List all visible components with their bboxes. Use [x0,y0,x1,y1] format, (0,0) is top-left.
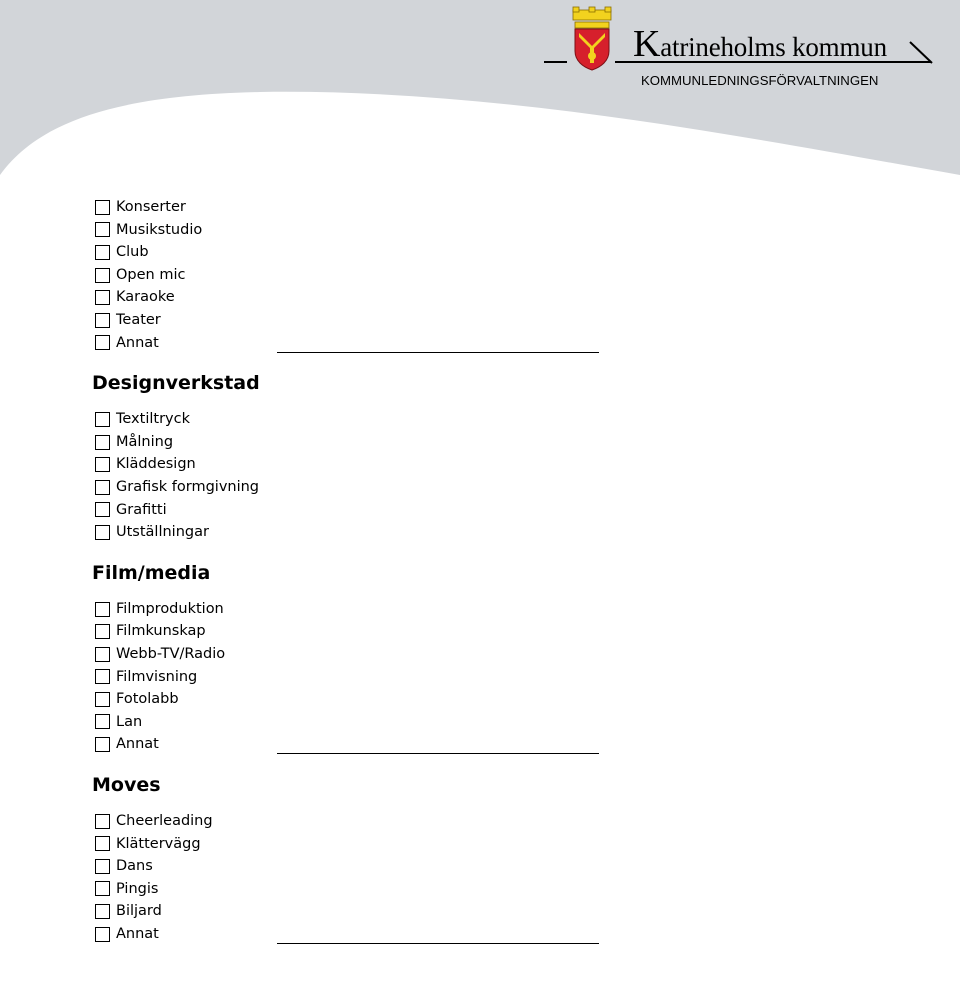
checkbox[interactable] [95,525,110,540]
checkbox-item[interactable] [92,810,652,833]
checkbox[interactable] [95,814,110,829]
checkbox-label: Karaoke [116,289,175,306]
checkbox-label: Open mic [116,266,186,283]
checkbox-label: Filmproduktion [116,600,224,617]
checkbox-item[interactable] [92,923,652,946]
checkbox[interactable] [95,836,110,851]
checkbox[interactable] [95,313,110,328]
checkbox-item[interactable] [92,453,652,476]
checkbox[interactable] [95,335,110,350]
section-spacer [92,756,652,770]
form-section [92,196,652,354]
checkbox-item[interactable] [92,309,652,332]
checkbox-label: Cheerleading [116,812,213,829]
checkbox[interactable] [95,245,110,260]
section-title: Moves [92,773,161,796]
checkbox-item[interactable] [92,286,652,309]
section-spacer [92,588,652,598]
checkbox-label: Pingis [116,880,159,897]
organization-name [633,22,887,66]
checkbox-label: Klättervägg [116,835,201,852]
activity-form [92,196,652,945]
checkbox-label: Konserter [116,199,186,216]
checkbox-label: Annat [116,736,159,753]
checkbox-item[interactable] [92,196,652,219]
checkbox-label: Fotolabb [116,691,179,708]
checkbox[interactable] [95,669,110,684]
checkbox-item[interactable] [92,688,652,711]
checkbox-item[interactable] [92,476,652,499]
checkbox[interactable] [95,222,110,237]
checkbox-label: Biljard [116,903,162,920]
checkbox-item[interactable] [92,643,652,666]
checkbox-label: Club [116,244,149,261]
checkbox-label: Teater [116,312,161,329]
checkbox-label: Grafitti [116,501,167,518]
checkbox[interactable] [95,435,110,450]
checkbox-label: Grafisk formgivning [116,478,260,495]
write-in-line[interactable] [277,943,599,944]
section-spacer [92,544,652,558]
section-spacer [92,398,652,408]
checkbox-item[interactable] [92,666,652,689]
checkbox[interactable] [95,480,110,495]
checkbox-item[interactable] [92,620,652,643]
checkbox-item[interactable] [92,832,652,855]
section-title: Film/media [92,561,211,584]
checkbox-item[interactable] [92,878,652,901]
form-section [92,544,652,756]
form-section [92,756,652,946]
checkbox-item[interactable] [92,711,652,734]
section-title: Designverkstad [92,372,260,395]
checkbox-item[interactable] [92,431,652,454]
checkbox[interactable] [95,927,110,942]
section-spacer [92,800,652,810]
checkbox-item[interactable] [92,332,652,355]
checkbox[interactable] [95,290,110,305]
section-spacer [92,354,652,368]
checkbox-item[interactable] [92,408,652,431]
checkbox[interactable] [95,859,110,874]
checkbox[interactable] [95,624,110,639]
checkbox-item[interactable] [92,264,652,287]
checkbox-label: Lan [116,713,143,730]
checkbox-label: Webb-TV/Radio [116,645,226,662]
checkbox-label: Textiltryck [116,411,190,428]
checkbox[interactable] [95,200,110,215]
checkbox[interactable] [95,412,110,427]
write-in-line[interactable] [277,753,599,754]
checkbox-item[interactable] [92,900,652,923]
checkbox-item[interactable] [92,598,652,621]
checkbox-label: Målning [116,433,174,450]
checkbox-item[interactable] [92,499,652,522]
checkbox-item[interactable] [92,855,652,878]
checkbox-item[interactable] [92,219,652,242]
checkbox-item[interactable] [92,733,652,756]
checkbox[interactable] [95,714,110,729]
checkbox-label: Annat [116,925,159,942]
checkbox-label: Filmvisning [116,668,198,685]
checkbox-label: Musikstudio [116,221,203,238]
checkbox-label: Kläddesign [116,456,196,473]
checkbox-label: Dans [116,858,153,875]
organization-name-rest: atrineholms kommun [660,32,887,62]
checkbox[interactable] [95,692,110,707]
checkbox[interactable] [95,502,110,517]
checkbox[interactable] [95,737,110,752]
checkbox[interactable] [95,602,110,617]
write-in-line[interactable] [277,352,599,353]
checkbox-label: Utställningar [116,524,209,541]
department-name: KOMMUNLEDNINGSFÖRVALTNINGEN [641,73,879,88]
checkbox[interactable] [95,647,110,662]
organization-initial: K [633,23,661,65]
checkbox-item[interactable] [92,521,652,544]
checkbox[interactable] [95,881,110,896]
form-section [92,354,652,544]
checkbox-label: Filmkunskap [116,623,206,640]
checkbox[interactable] [95,268,110,283]
checkbox-label: Annat [116,334,159,351]
checkbox[interactable] [95,904,110,919]
checkbox-item[interactable] [92,241,652,264]
checkbox[interactable] [95,457,110,472]
